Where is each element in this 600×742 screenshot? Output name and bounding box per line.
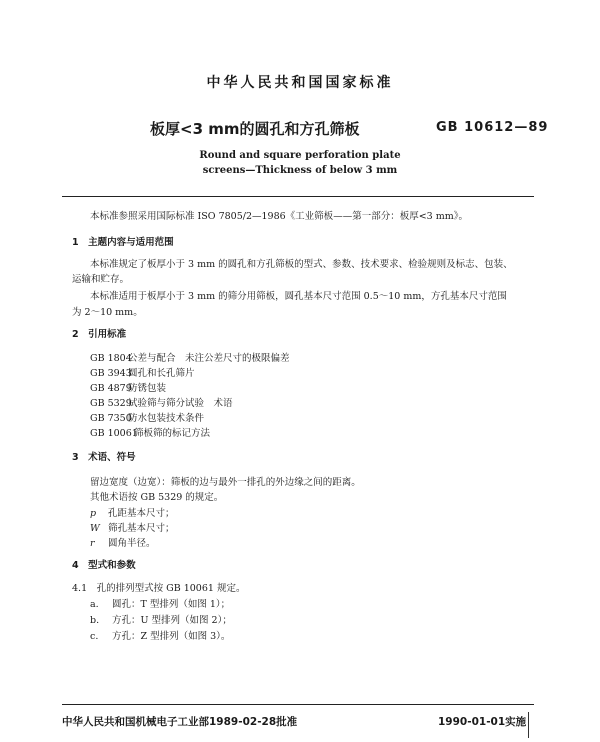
gb-number: GB 10612—89 (436, 120, 549, 135)
reference-code: GB 1804 (90, 353, 132, 364)
reference-title: 圆孔和长孔筛片 (128, 368, 195, 379)
term-definition: 留边宽度（边宽）：筛板的边与最外一排孔的外边缘之间的距离。 (90, 477, 361, 488)
item-text: 方孔：U 型排列（如图 2）； (112, 615, 232, 626)
symbol-item (90, 520, 175, 534)
reference-code: GB 4879 (90, 383, 132, 394)
item-text: 方孔：Z 型排列（如图 3）。 (112, 631, 231, 642)
item-mark: a. (90, 599, 99, 610)
reference-item (90, 395, 233, 409)
item-text: 圆孔：T 型排列（如图 1）； (112, 599, 231, 610)
symbol-description: 孔距基本尺寸； (108, 508, 175, 519)
reference-code: GB 5329 (90, 398, 132, 409)
english-title-line-1: Round and square perforation plate (199, 150, 401, 161)
section-1-para-2-line-1: 本标准适用于板厚小于 3 mm 的筛分用筛板，圆孔基本尺寸范围 0.5～10 mm，方孔基本尺寸范围 (90, 291, 507, 302)
symbol: p (90, 508, 97, 519)
reference-item (90, 380, 166, 394)
reference-title: 试验筛与筛分试验 术语 (128, 398, 233, 409)
reference-title: 防水包装技术条件 (128, 413, 205, 424)
reference-code: GB 7350 (90, 413, 132, 424)
section-1-para-2-line-2: 为 2～10 mm。 (72, 307, 143, 318)
english-title-line-2: screens—Thickness of below 3 mm (202, 165, 398, 176)
arrangement-item (90, 596, 230, 610)
reference-title: 筛板筛的标记方法 (134, 428, 211, 439)
arrangement-item (90, 612, 232, 626)
section-1-para-1-line-1: 本标准规定了板厚小于 3 mm 的圆孔和方孔筛板的型式、参数、技术要求、检验规则及标志、包装、 (90, 259, 513, 270)
intro-text: 本标准参照采用国际标准 ISO 7805/2—1986《工业筛板——第一部分：板厚<3 mm》。 (90, 211, 468, 222)
standard-org-title: 中华人民共和国国家标准 (206, 75, 394, 91)
section-4-1-heading: 4.1 孔的排列型式按 GB 10061 规定。 (72, 583, 246, 594)
reference-item (90, 410, 204, 424)
section-1-para-1-line-2: 运输和贮存。 (72, 274, 130, 285)
symbol-item (90, 505, 175, 519)
term-other: 其他术语按 GB 5329 的规定。 (90, 492, 224, 503)
symbol-item (90, 535, 156, 549)
reference-item (90, 365, 195, 379)
reference-item (90, 425, 210, 439)
section-4-heading: 4 型式和参数 (72, 560, 136, 571)
reference-item (90, 350, 290, 364)
reference-title: 公差与配合 未注公差尺寸的极限偏差 (128, 353, 290, 364)
reference-title: 防锈包装 (128, 383, 167, 394)
symbol: r (90, 538, 95, 549)
item-mark: c. (90, 631, 99, 642)
header-divider (62, 196, 534, 197)
section-2-heading: 2 引用标准 (72, 329, 127, 340)
symbol-description: 圆角半径。 (108, 538, 156, 549)
symbol-description: 筛孔基本尺寸； (108, 523, 175, 534)
page-edge-mark (528, 712, 529, 738)
approval-text: 中华人民共和国机械电子工业部1989-02-28批准 (62, 716, 298, 728)
footer-divider (62, 704, 534, 705)
implementation-date: 1990-01-01实施 (438, 716, 527, 728)
arrangement-item (90, 628, 230, 642)
section-1-heading: 1 主题内容与适用范围 (72, 237, 174, 248)
reference-code: GB 3943 (90, 368, 132, 379)
item-mark: b. (90, 615, 100, 626)
document-title: 板厚<3 mm的圆孔和方孔筛板 (150, 120, 360, 138)
reference-code: GB 10061 (90, 428, 138, 439)
symbol: W (90, 523, 100, 534)
section-3-heading: 3 术语、符号 (72, 452, 136, 463)
